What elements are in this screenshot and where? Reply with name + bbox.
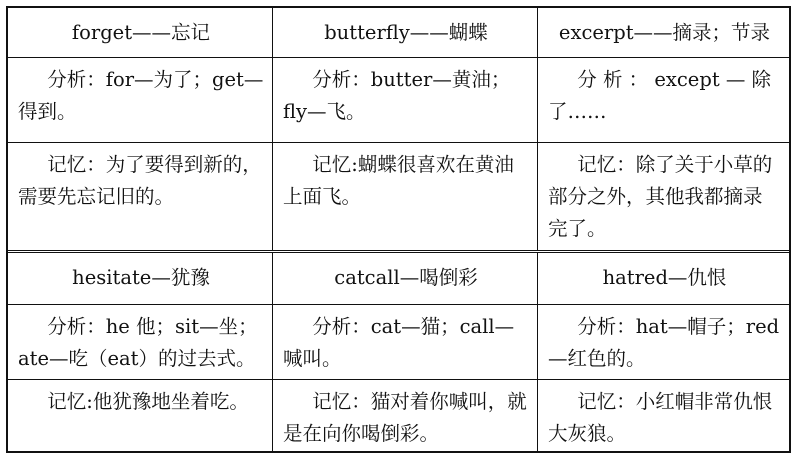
analysis-excerpt: 分 析 ： except — 除了…… <box>548 68 772 123</box>
table-row <box>8 253 789 305</box>
analysis-catcall: 分析：cat—猫；call—喊叫。 <box>273 305 538 379</box>
word-heading-hatred: hatred—仇恨 <box>602 266 727 289</box>
memory-butterfly: 记忆:蝴蝶很喜欢在黄油上面飞。 <box>273 143 538 250</box>
table-row <box>8 143 789 253</box>
word-heading-hesitate: hesitate—犹豫 <box>8 253 273 304</box>
word-heading-excerpt: excerpt——摘录；节录 <box>558 21 771 44</box>
word-heading-catcall: catcall—喝倒彩 <box>273 253 538 304</box>
word-heading-forget: forget——忘记 <box>8 8 273 57</box>
analysis-hatred: 分析：hat—帽子；red—红色的。 <box>548 315 780 370</box>
analysis-hesitate: 分析：he 他；sit—坐；ate—吃（eat）的过去式。 <box>8 305 273 379</box>
table-row <box>8 8 789 58</box>
table-row <box>8 305 789 380</box>
memory-catcall: 记忆：猫对着你喊叫，就是在向你喝倒彩。 <box>273 380 538 451</box>
memory-excerpt: 记忆：除了关于小草的部分之外，其他我都摘录完了。 <box>548 153 773 240</box>
table-row <box>8 58 789 143</box>
memory-hatred: 记忆：小红帽非常仇恨大灰狼。 <box>548 390 773 445</box>
memory-forget: 记忆：为了要得到新的，需要先忘记旧的。 <box>8 143 273 250</box>
table-row <box>8 380 789 451</box>
word-heading-butterfly: butterfly——蝴蝶 <box>273 8 538 57</box>
vocabulary-table <box>6 6 791 453</box>
analysis-forget: 分析：for—为了；get—得到。 <box>8 58 273 142</box>
analysis-butterfly: 分析：butter—黄油；fly—飞。 <box>273 58 538 142</box>
memory-hesitate: 记忆:他犹豫地坐着吃。 <box>8 380 273 451</box>
